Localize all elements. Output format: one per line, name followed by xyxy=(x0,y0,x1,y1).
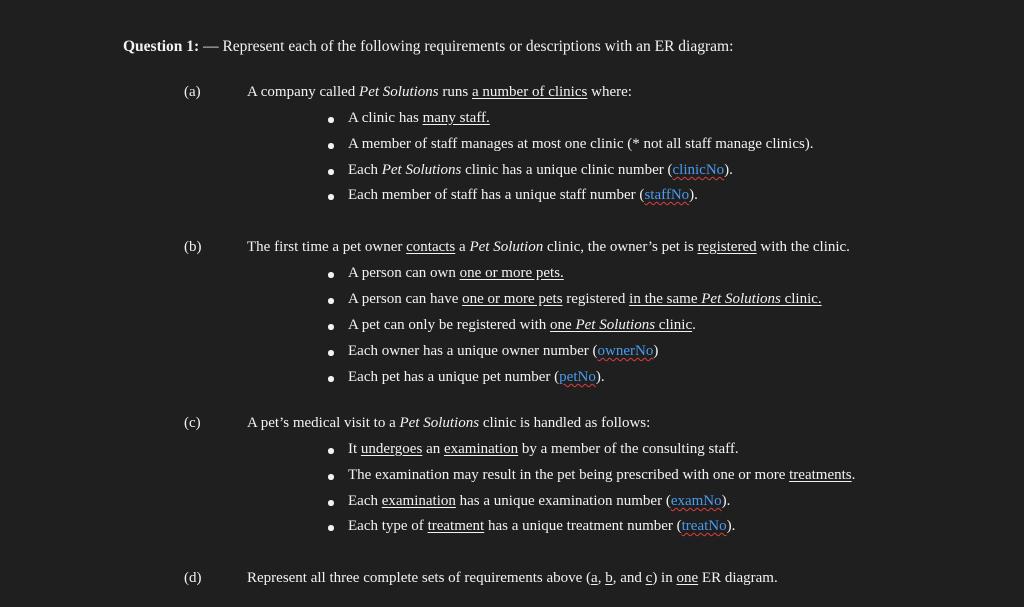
question-title: Question 1: xyxy=(123,38,200,55)
key-staffno: staffNo xyxy=(644,187,690,203)
question-heading xyxy=(123,38,733,56)
part-b-intro: The first time a pet owner contacts a Pet Solution clinic, the owner’s pet is registered with the clinic. xyxy=(247,239,850,255)
key-examno: examNo xyxy=(670,493,722,509)
part-c-intro: A pet’s medical visit to a Pet Solutions clinic is handled as follows: xyxy=(247,415,651,431)
key-clinicno: clinicNo xyxy=(672,162,725,178)
part-d-text: Represent all three complete sets of requirements above (a, b, and c) in one ER diagram. xyxy=(247,570,778,586)
question-dash: — xyxy=(199,38,223,55)
part-a-label: (a) xyxy=(184,84,201,100)
part-b-label: (b) xyxy=(184,239,202,255)
key-treatno: treatNo xyxy=(681,518,727,534)
part-d-label: (d) xyxy=(184,570,202,586)
key-petno: petNo xyxy=(559,369,596,385)
part-c-label: (c) xyxy=(184,415,201,431)
key-ownerno: ownerNo xyxy=(597,343,654,359)
question-instruction: Represent each of the following requirements or descriptions with an ER diagram: xyxy=(222,38,734,55)
part-a-intro: A company called Pet Solutions runs a number of clinics where: xyxy=(247,84,632,100)
